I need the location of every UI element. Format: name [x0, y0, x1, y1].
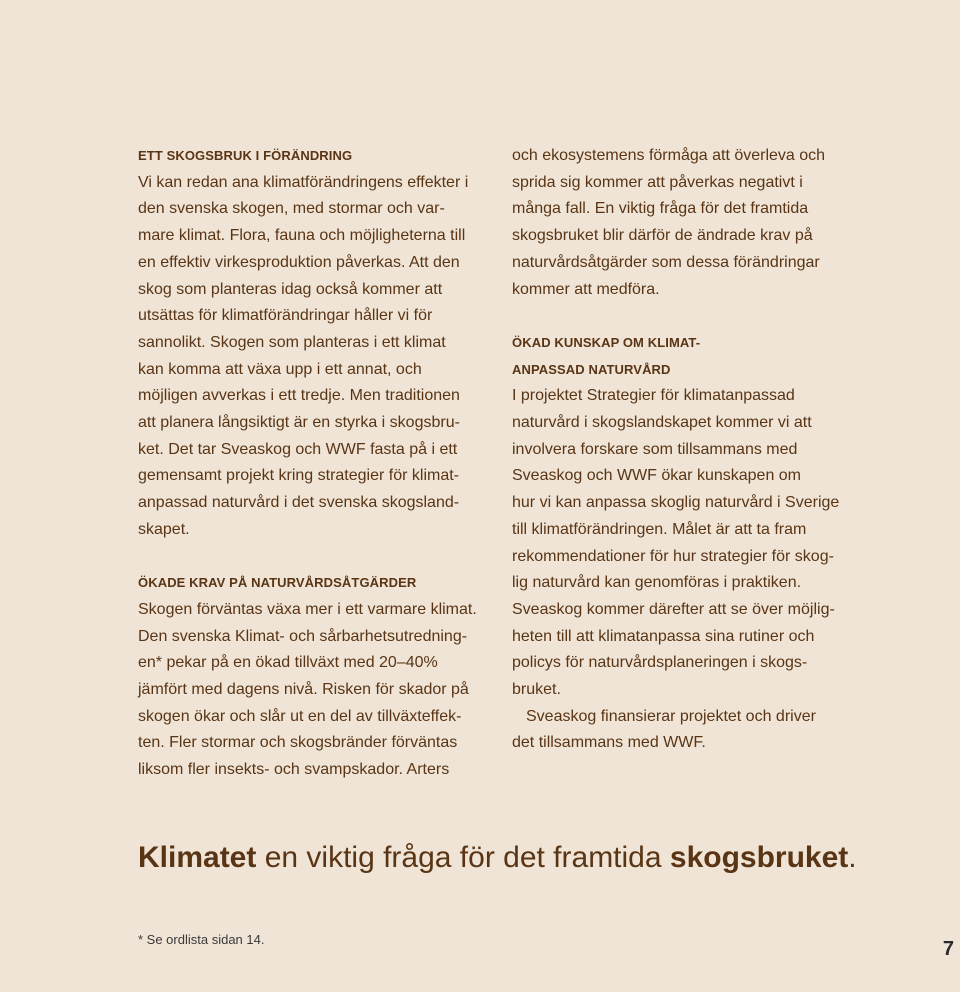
text-line: skog som planteras idag också kommer att	[138, 280, 443, 298]
text-line: skogen ökar och slår ut en del av tillväxteffek-	[138, 707, 462, 725]
text-line: I projektet Strategier för klimatanpassad	[512, 387, 795, 405]
paragraph-forandring	[138, 170, 498, 544]
text-line: den svenska skogen, med stormar och var-	[138, 200, 445, 218]
tagline-emphasis: Klimatet	[138, 841, 257, 874]
text-line: ket. Det tar Sveaskog och WWF fasta på i ett	[138, 440, 458, 458]
text-line: till klimatförändringen. Målet är att ta fram	[512, 520, 807, 538]
text-line: utsättas för klimatförändringar håller vi för	[138, 307, 433, 325]
heading-line: ANPASSAD NATURVÅRD	[512, 361, 671, 377]
paragraph-finansiering	[512, 704, 872, 757]
text-line: Sveaskog och WWF ökar kunskapen om	[512, 467, 802, 485]
tagline	[138, 836, 857, 880]
page-number: 7	[942, 938, 954, 960]
left-column	[138, 143, 498, 784]
text-line: bruket.	[512, 681, 561, 699]
text-line: ten. Fler stormar och skogsbränder förväntas	[138, 734, 458, 752]
text-line: en* pekar på en ökad tillväxt med 20–40%	[138, 654, 438, 672]
text-line: jämfört med dagens nivå. Risken för skador på	[138, 681, 469, 699]
text-line: Skogen förväntas växa mer i ett varmare klimat.	[138, 600, 477, 618]
text-line: Sveaskog finansierar projektet och driver	[526, 707, 816, 725]
text-line: kan komma att växa upp i ett annat, och	[138, 360, 422, 378]
text-line: kommer att medföra.	[512, 280, 660, 298]
text-line: liksom fler insekts- och svampskador. Arters	[138, 761, 450, 779]
right-column	[512, 143, 872, 757]
spacer	[138, 544, 498, 571]
tagline-period: .	[848, 841, 857, 874]
section-heading-okade-krav: ÖKADE KRAV PÅ NATURVÅRDSÅTGÄRDER	[138, 575, 417, 591]
text-line: sannolikt. Skogen som planteras i ett klimat	[138, 333, 446, 351]
paragraph-continued	[512, 143, 872, 303]
text-line: hur vi kan anpassa skoglig naturvård i Sverige	[512, 494, 840, 512]
paragraph-okad-kunskap	[512, 383, 872, 703]
text-line: möjligen avverkas i ett tredje. Men traditionen	[138, 387, 460, 405]
text-line: naturvårdsåtgärder som dessa förändringar	[512, 253, 820, 271]
text-line: rekommendationer för hur strategier för skog-	[512, 547, 834, 565]
text-line: skapet.	[138, 520, 190, 538]
section-heading-forandring: ETT SKOGSBRUK I FÖRÄNDRING	[138, 148, 353, 163]
footnote: * Se ordlista sidan 14.	[138, 932, 265, 947]
text-line: Den svenska Klimat- och sårbarhetsutredning-	[138, 627, 468, 645]
heading-line: ÖKAD KUNSKAP OM KLIMAT-	[512, 334, 701, 350]
text-line: involvera forskare som tillsammans med	[512, 440, 798, 458]
text-line: naturvård i skogslandskapet kommer vi att	[512, 414, 812, 432]
text-line: lig naturvård kan genomföras i praktiken.	[512, 574, 802, 592]
text-line: många fall. En viktig fråga för det framtida	[512, 200, 809, 218]
text-line: det tillsammans med WWF.	[512, 734, 706, 752]
text-line: skogsbruket blir därför de ändrade krav på	[512, 227, 813, 245]
text-line: en effektiv virkesproduktion påverkas. Att den	[138, 253, 460, 271]
section-heading-okad-kunskap	[512, 330, 872, 383]
text-line: och ekosystemens förmåga att överleva och	[512, 147, 826, 164]
text-line: anpassad naturvård i det svenska skogsland-	[138, 494, 460, 512]
spacer	[512, 303, 872, 330]
text-line: gemensamt projekt kring strategier för klimat-	[138, 467, 459, 485]
tagline-text: en viktig fråga för det framtida	[256, 841, 670, 874]
text-line: Vi kan redan ana klimatförändringens effekter i	[138, 173, 469, 191]
text-line: sprida sig kommer att påverkas negativt i	[512, 173, 803, 191]
text-line: policys för naturvårdsplaneringen i skogs-	[512, 654, 808, 672]
text-line: att planera långsiktigt är en styrka i skogsbru-	[138, 414, 460, 432]
paragraph-okade-krav	[138, 597, 498, 784]
text-line: Sveaskog kommer därefter att se över möjlig-	[512, 600, 835, 618]
text-line: mare klimat. Flora, fauna och möjligheterna till	[138, 227, 466, 245]
tagline-emphasis: skogsbruket	[669, 841, 849, 874]
text-line: heten till att klimatanpassa sina rutiner och	[512, 627, 815, 645]
